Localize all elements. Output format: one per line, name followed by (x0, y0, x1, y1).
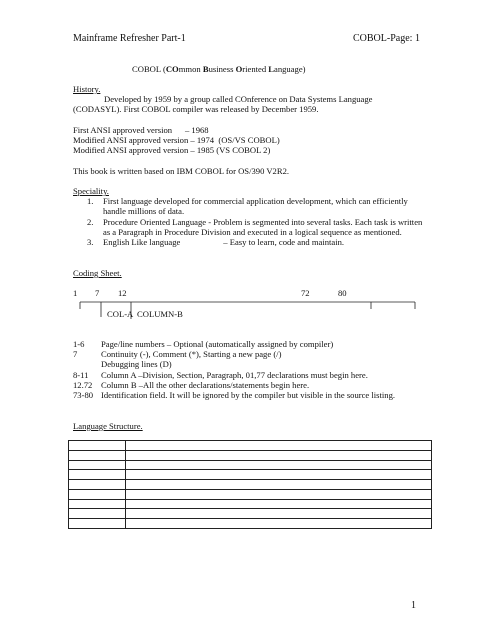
table-cell (126, 441, 432, 451)
table-row (69, 519, 432, 529)
table-cell (69, 509, 126, 519)
version-line: Modified ANSI approved version – 1985 (VS COBOL 2) (73, 145, 271, 155)
table-cell (69, 470, 126, 480)
table-cell (126, 480, 432, 490)
version-line: First ANSI approved version – 1968 (73, 125, 209, 135)
table-row (69, 470, 432, 480)
ruler-number: 7 (95, 288, 100, 298)
ruler-number: 80 (338, 288, 347, 298)
header-page: COBOL-Page: 1 (353, 33, 420, 44)
table-row (69, 460, 432, 470)
history-heading: History. (73, 84, 101, 94)
table-cell (69, 519, 126, 529)
list-item: 3. English Like language – Easy to learn, code and maintain. (87, 237, 345, 248)
table-cell (69, 480, 126, 490)
table-cell (126, 450, 432, 460)
list-item: 1. First language developed for commercial application development, which can efficiently handle millions of data. (87, 196, 408, 217)
coding-sheet-heading: Coding Sheet. (73, 268, 122, 278)
table-cell (126, 519, 432, 529)
speciality-heading: Speciality. (73, 186, 109, 196)
document-title: COBOL (COmmon Business Oriented Language) (132, 64, 306, 74)
language-structure-heading: Language Structure. (73, 421, 143, 431)
list-item: 2. Procedure Oriented Language - Problem is segmented into several tasks. Each task is written as a Paragraph in Procedure Division and executed in a logical sequence as mentioned. (87, 216, 423, 237)
col-b-label: COLUMN-B (137, 309, 183, 319)
table-cell (69, 489, 126, 499)
col-a-label: COL-A (107, 309, 134, 319)
table-cell (126, 470, 432, 480)
table-cell (126, 489, 432, 499)
page-number: 1 (411, 600, 416, 611)
language-structure-table (68, 440, 432, 529)
table-row (69, 441, 432, 451)
table-row (69, 480, 432, 490)
table-row (69, 489, 432, 499)
table-cell (126, 509, 432, 519)
table-cell (126, 460, 432, 470)
ruler-number: 12 (118, 288, 127, 298)
table-cell (69, 441, 126, 451)
table-row (69, 450, 432, 460)
table-row (69, 509, 432, 519)
table-cell (126, 499, 432, 509)
ruler-number: 72 (301, 288, 310, 298)
book-note: This book is written based on IBM COBOL for OS/390 V2R2. (73, 166, 290, 176)
header-title: Mainframe Refresher Part-1 (73, 33, 186, 44)
ruler-number: 1 (73, 288, 78, 298)
version-line: Modified ANSI approved version – 1974 (OS/VS COBOL) (73, 135, 280, 145)
table-row (69, 499, 432, 509)
table-cell (69, 450, 126, 460)
history-paragraph: Developed by 1959 by a group called COnference on Data Systems Language (CODASYL). First COBOL compiler was released by December 1959. (73, 94, 373, 115)
table-cell (69, 499, 126, 509)
table-cell (69, 460, 126, 470)
